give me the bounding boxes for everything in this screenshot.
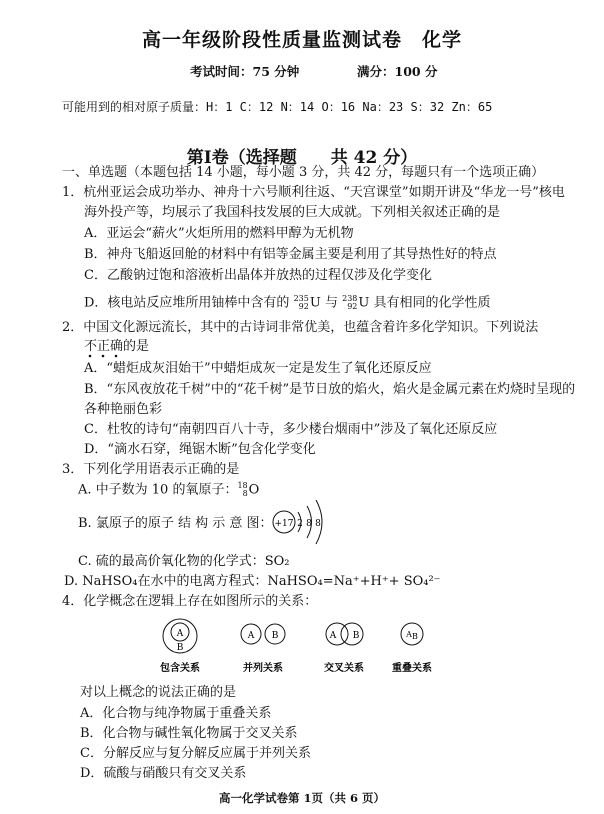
svg-text:B: B bbox=[412, 632, 418, 641]
oxygen-symbol: O bbox=[248, 482, 260, 498]
oxygen-number: 8 bbox=[242, 489, 248, 498]
u235-symbol: U bbox=[309, 295, 321, 311]
atomic-masses: 可能用到的相对原子质量：H：1 C：12 N：14 O：16 Na：23 S：32 Zn：65 bbox=[62, 100, 493, 114]
q2-option-b-line1: B．“东风夜放花千树”中的“花千树”是节日放的焰火，焰火是金属元素在灼烧时呈现的 bbox=[84, 382, 576, 397]
q1-option-a: A．亚运会“薪火”火炬所用的燃料甲醇为无机物 bbox=[84, 226, 354, 241]
nucleus-charge: +17 bbox=[274, 519, 294, 529]
q1-option-b-text: 神舟飞船返回舱的材料中有铝等金属主要是利用了其导热性好的特点 bbox=[106, 247, 497, 262]
svg-text:B: B bbox=[271, 631, 279, 641]
label-overlap: 重叠关系 bbox=[392, 663, 432, 674]
part-heading: 一、单选题（本题包括 14 小题，每小题 3 分，共 42 分，每题只有一个选项正确） bbox=[62, 165, 545, 180]
full-score: 满分：100 分 bbox=[357, 64, 438, 79]
u235-nuclide-indices bbox=[294, 295, 309, 311]
oxygen-nuclide-indices bbox=[237, 482, 247, 498]
label-parallel: 并列关系 bbox=[243, 663, 283, 674]
svg-text:A: A bbox=[247, 631, 255, 641]
q3-option-a-pre: A. 中子数为 10 的氧原子： bbox=[78, 482, 238, 498]
q2-option-d: D．“滴水石穿，绳锯木断”包含化学变化 bbox=[84, 442, 316, 457]
q1-option-d bbox=[84, 295, 491, 312]
q3-option-b: B. 氯原子的原子 结 构 示 意 图： bbox=[78, 516, 273, 531]
q1-option-d-mid: 与 bbox=[324, 295, 338, 311]
q2-option-b-line2: 各种艳丽色彩 bbox=[84, 402, 163, 417]
page-footer: 高一化学试卷第 1页（共 6 页） bbox=[218, 791, 385, 805]
q1-option-c: C．乙酸钠过饱和溶液析出晶体并放热的过程仅涉及化学变化 bbox=[84, 268, 432, 283]
q3-option-c: C. 硫的最高价氧化物的化学式：SO₂ bbox=[78, 554, 290, 569]
exam-time: 考试时间：75 分钟 bbox=[190, 64, 300, 79]
oxygen-mass: 18 bbox=[237, 481, 248, 490]
svg-text:A: A bbox=[406, 630, 412, 639]
q3-option-a bbox=[78, 482, 259, 499]
q2-option-a: A．“蜡炬成灰泪始干”中蜡炬成灰一定是发生了氧化还原反应 bbox=[84, 361, 432, 376]
q1-option-d-pre: D．核电站反应堆所用铀棒中含有的 bbox=[84, 295, 290, 311]
q4-followup: 对以上概念的说法正确的是 bbox=[80, 685, 237, 700]
q1-option-d-post: 具有相同的化学性质 bbox=[373, 295, 491, 311]
label-containment: 包含关系 bbox=[160, 663, 200, 674]
q4-option-b: B．化合物与碱性氧化物属于交叉关系 bbox=[80, 726, 298, 741]
q4-option-c: C．分解反应与复分解反应属于并列关系 bbox=[80, 746, 311, 761]
q1-option-b-label: B． bbox=[84, 247, 107, 262]
section-title: 第Ⅰ卷（选择题 共 42 分） bbox=[186, 148, 418, 168]
svg-text:A: A bbox=[329, 631, 337, 641]
q4-option-d: D．硫酸与硝酸只有交叉关系 bbox=[80, 766, 247, 781]
shell-3-count: 8 bbox=[315, 519, 321, 529]
q2-stem-line1: 2．中国文化源远流长，其中的古诗词非常优美，也蕴含着许多化学知识。下列说法 bbox=[62, 320, 539, 335]
q4-option-a: A．化合物与纯净物属于重叠关系 bbox=[80, 706, 272, 721]
svg-text:B: B bbox=[176, 643, 184, 653]
u238-nuclide-indices bbox=[342, 295, 357, 311]
u235-mass: 235 bbox=[293, 294, 309, 303]
u238-symbol: U bbox=[358, 295, 370, 311]
u238-number: 92 bbox=[347, 302, 358, 311]
label-intersect: 交叉关系 bbox=[324, 663, 364, 674]
page-title: 高一年级阶段性质量监测试卷 化学 bbox=[141, 29, 462, 51]
chlorine-atom-diagram bbox=[270, 492, 340, 552]
q3-option-d: D. NaHSO₄在水中的电离方程式：NaHSO₄=Na⁺+H⁺+ SO₄²⁻ bbox=[64, 574, 441, 589]
emphasis-dots bbox=[84, 353, 124, 359]
svg-text:A: A bbox=[176, 629, 184, 639]
q1-stem-line2: 海外投产等，均展示了我国科技发展的巨大成就。下列相关叙述正确的是 bbox=[84, 205, 501, 220]
shell-1-count: 2 bbox=[297, 519, 303, 529]
svg-text:B: B bbox=[352, 631, 360, 641]
q1-option-b bbox=[84, 247, 497, 263]
concept-relationship-diagram bbox=[150, 617, 460, 675]
q4-stem: 4．化学概念在逻辑上存在如图所示的关系： bbox=[62, 594, 318, 609]
shell-2-count: 8 bbox=[306, 519, 312, 529]
q1-stem-line1: 1．杭州亚运会成功举办、神舟十六号顺利往返、“天宫课堂”如期开讲及“华龙一号”核电 bbox=[62, 185, 565, 200]
q2-stem-line2: 不正确的是 bbox=[84, 339, 150, 354]
q3-stem: 3．下列化学用语表示正确的是 bbox=[62, 462, 240, 477]
u235-number: 92 bbox=[298, 302, 309, 311]
u238-mass: 238 bbox=[342, 294, 358, 303]
q2-option-c: C．杜牧的诗句“南朝四百八十寺，多少楼台烟雨中”涉及了氧化还原反应 bbox=[84, 422, 498, 437]
